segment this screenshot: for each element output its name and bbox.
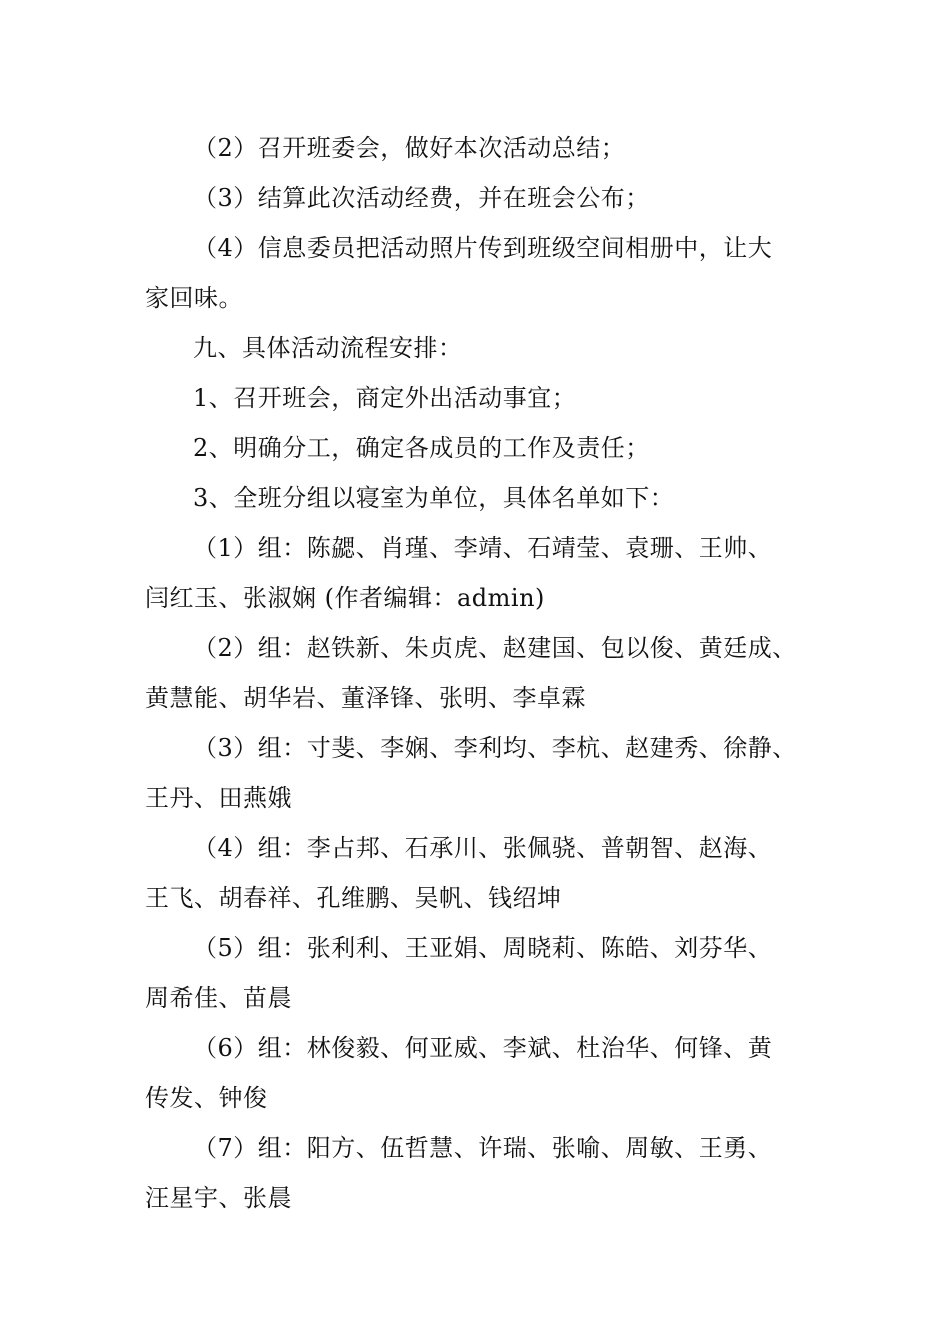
text-line: （2）召开班委会，做好本次活动总结； [193, 134, 626, 162]
text-line: 2、明确分工，确定各成员的工作及责任； [193, 434, 650, 462]
text-line: （3）组：寸斐、李娴、李利均、李杭、赵建秀、徐静、 [193, 734, 797, 762]
group-list-item [145, 923, 815, 1023]
paragraph [145, 473, 815, 523]
group-list-item [145, 1123, 815, 1223]
paragraph [145, 423, 815, 473]
text-line: （4）组：李占邦、石承川、张佩骁、普朝智、赵海、 [193, 834, 773, 862]
text-line: （2）组：赵铁新、朱贞虎、赵建国、包以俊、黄廷成、 [193, 634, 797, 662]
text-line: 王丹、田燕娥 [145, 784, 292, 812]
text-line: 1、召开班会，商定外出活动事宜； [193, 384, 577, 412]
paragraph [145, 223, 815, 323]
text-line: （6）组：林俊毅、何亚威、李斌、杜治华、何锋、黄 [193, 1034, 773, 1062]
text-line: （1）组：陈勰、肖瑾、李靖、石靖莹、袁珊、王帅、 [193, 534, 773, 562]
text-line: 3、全班分组以寝室为单位，具体名单如下： [193, 484, 675, 512]
text-line: （3）结算此次活动经费，并在班会公布； [193, 184, 650, 212]
text-line: 闫红玉、张淑娴 (作者编辑：admin) [145, 584, 545, 612]
text-line: 传发、钟俊 [145, 1084, 268, 1112]
section-heading [145, 323, 815, 373]
group-list-item [145, 623, 815, 723]
text-line: 黄慧能、胡华岩、董泽锋、张明、李卓霖 [145, 684, 586, 712]
text-line: 九、具体活动流程安排： [193, 334, 463, 362]
paragraph [145, 123, 815, 173]
text-line: 王飞、胡春祥、孔维鹏、吴帆、钱绍坤 [145, 884, 562, 912]
paragraph [145, 373, 815, 423]
paragraph [145, 173, 815, 223]
group-list-item [145, 823, 815, 923]
text-line: 周希佳、苗晨 [145, 984, 292, 1012]
text-line: （7）组：阳方、伍哲慧、许瑞、张喻、周敏、王勇、 [193, 1134, 773, 1162]
text-line: 家回味。 [145, 284, 243, 312]
text-line: （5）组：张利利、王亚娟、周晓莉、陈皓、刘芬华、 [193, 934, 773, 962]
group-list-item [145, 1023, 815, 1123]
group-list-item [145, 723, 815, 823]
text-line: （4）信息委员把活动照片传到班级空间相册中，让大 [193, 234, 773, 262]
group-list-item [145, 523, 815, 623]
document-body [145, 123, 815, 1223]
text-line: 汪星宇、张晨 [145, 1184, 292, 1212]
